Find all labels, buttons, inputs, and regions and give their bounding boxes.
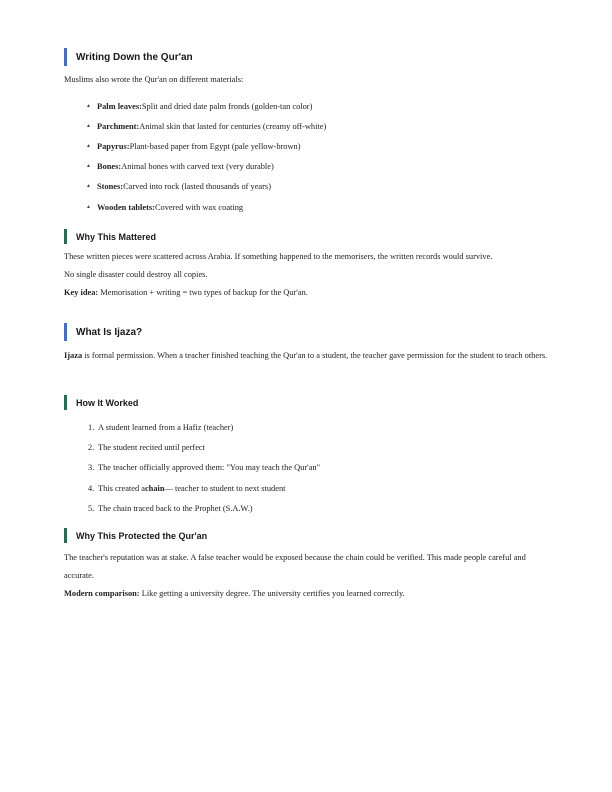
mattered-line-1: These written pieces were scattered across Arabia. If something happened to the memorisers, the written records would survive. bbox=[64, 252, 493, 261]
key-idea: Key idea: Memorisation + writing = two types of backup for the Qur'an. bbox=[64, 288, 308, 297]
triangle-bullet-icon: ▲ bbox=[86, 204, 91, 210]
heading-why-protected bbox=[64, 528, 207, 543]
list-item: ▲ Stones: Carved into rock (lasted thousands of years) bbox=[86, 182, 271, 192]
triangle-bullet-icon: ▲ bbox=[86, 103, 91, 109]
heading-accent-bar bbox=[64, 229, 67, 244]
heading-how-it-worked bbox=[64, 395, 138, 410]
triangle-bullet-icon: ▲ bbox=[86, 143, 91, 149]
triangle-bullet-icon: ▲ bbox=[86, 123, 91, 129]
writing-intro: Muslims also wrote the Qur'an on different materials: bbox=[64, 75, 244, 84]
heading-accent-bar bbox=[64, 395, 67, 410]
mattered-paragraph bbox=[64, 248, 564, 302]
list-item: 2. The student recited until perfect bbox=[88, 443, 205, 453]
heading-what-is-ijaza bbox=[64, 323, 142, 341]
list-item: 3. The teacher officially approved them: "You may teach the Qur'an" bbox=[88, 463, 320, 473]
list-item: ▲ Wooden tablets: Covered with wax coating bbox=[86, 202, 244, 212]
list-item: ▲ Bones: Animal bones with carved text (very durable) bbox=[86, 162, 274, 172]
list-item: 4. This created a chain — teacher to student to next student bbox=[88, 483, 286, 493]
heading-text: What Is Ijaza? bbox=[76, 326, 143, 338]
heading-writing-down bbox=[64, 48, 193, 66]
list-item: ▲ Palm leaves: Split and dried date palm fronds (golden-tan color) bbox=[86, 101, 313, 111]
list-item: ▲ Parchment: Animal skin that lasted for centuries (creamy off-white) bbox=[86, 121, 327, 131]
heading-accent-bar bbox=[64, 48, 67, 66]
heading-text: Writing Down the Qur'an bbox=[76, 51, 193, 63]
triangle-bullet-icon: ▲ bbox=[86, 184, 91, 190]
heading-why-mattered bbox=[64, 229, 156, 244]
list-item: 1. A student learned from a Hafiz (teacher) bbox=[88, 422, 234, 432]
list-item: ▲ Papyrus: Plant-based paper from Egypt (pale yellow-brown) bbox=[86, 141, 301, 151]
heading-text: How It Worked bbox=[76, 397, 139, 408]
list-item: 5. The chain traced back to the Prophet (S.A.W.) bbox=[88, 504, 253, 514]
steps-list bbox=[88, 417, 320, 519]
protected-paragraph bbox=[64, 549, 554, 603]
materials-list bbox=[86, 96, 326, 217]
heading-accent-bar bbox=[64, 528, 67, 543]
heading-text: Why This Protected the Qur'an bbox=[76, 530, 208, 541]
triangle-bullet-icon: ▲ bbox=[86, 164, 91, 170]
mattered-line-2: No single disaster could destroy all copies. bbox=[64, 270, 208, 279]
protected-text: The teacher's reputation was at stake. A false teacher would be exposed because the chain could be verified. This made people careful and accurate. bbox=[64, 553, 526, 580]
modern-comparison: Modern comparison: Like getting a university degree. The university certifies you learned correctly. bbox=[64, 589, 405, 598]
heading-text: Why This Mattered bbox=[76, 231, 157, 242]
heading-accent-bar bbox=[64, 323, 67, 341]
ijaza-paragraph: Ijaza is formal permission. When a teacher finished teaching the Qur'an to a student, the teacher gave permission for the student to teach others. bbox=[64, 351, 548, 360]
